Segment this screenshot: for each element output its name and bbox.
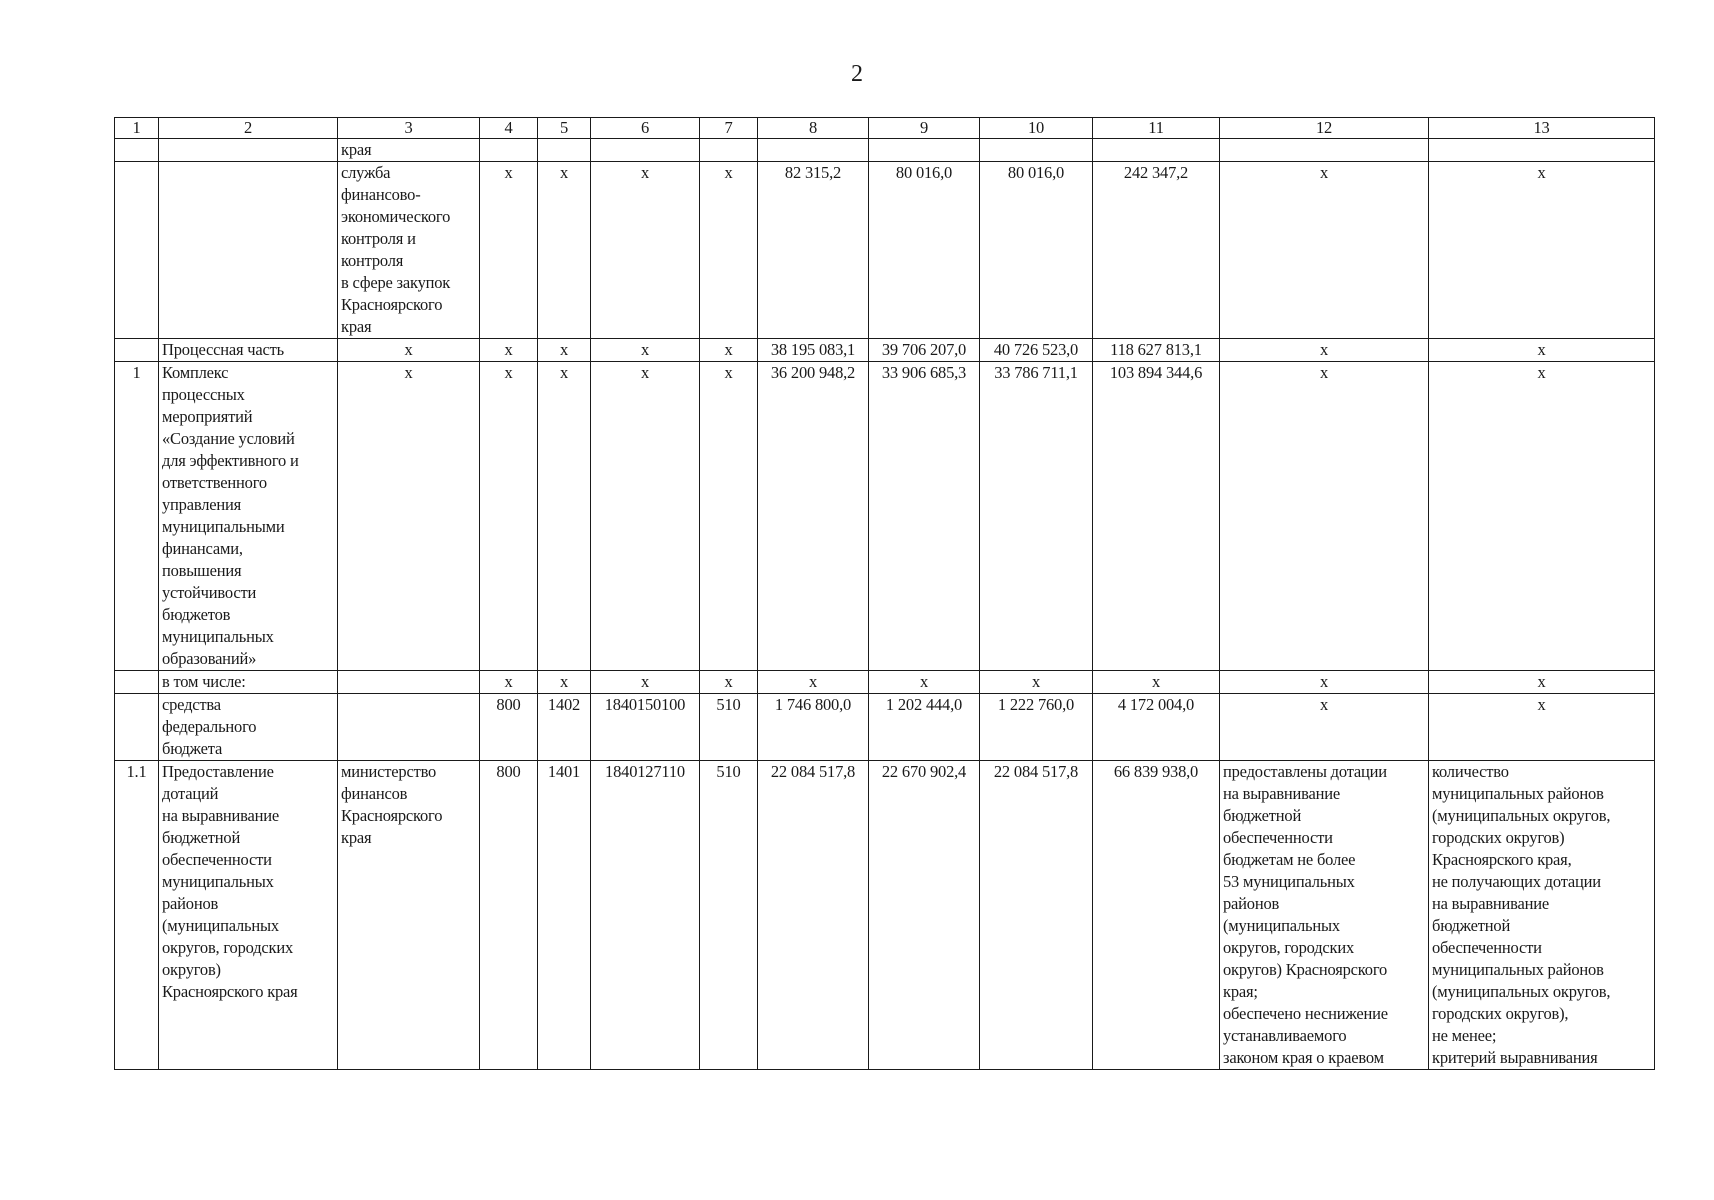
cell-y2026: x [869,671,980,694]
header-cell-3: 3 [338,118,480,139]
cell-csr: 1840150100 [591,694,700,761]
budget-table [114,117,1655,1070]
cell-y2027: 40 726 523,0 [980,339,1093,362]
cell-total: 103 894 344,6 [1093,362,1220,671]
header-cell-7: 7 [700,118,758,139]
cell-total [1093,139,1220,162]
cell-csr: x [591,362,700,671]
cell-y2025: 38 195 083,1 [758,339,869,362]
cell-result: x [1220,362,1429,671]
cell-grbs: x [480,362,538,671]
cell-y2027: 33 786 711,1 [980,362,1093,671]
cell-rzpr [538,139,591,162]
cell-indicator: x [1429,694,1655,761]
cell-num [115,339,159,362]
cell-y2025: 36 200 948,2 [758,362,869,671]
cell-vr [700,139,758,162]
cell-vr: 510 [700,694,758,761]
cell-num [115,162,159,339]
cell-result: x [1220,162,1429,339]
cell-grbs [480,139,538,162]
cell-grbs: x [480,339,538,362]
cell-y2027 [980,139,1093,162]
cell-y2027: 80 016,0 [980,162,1093,339]
header-cell-11: 11 [1093,118,1220,139]
header-cell-2: 2 [159,118,338,139]
cell-y2026 [869,139,980,162]
cell-name: в том числе: [159,671,338,694]
cell-y2026: 80 016,0 [869,162,980,339]
cell-vr: x [700,362,758,671]
cell-y2025: x [758,671,869,694]
cell-indicator: x [1429,162,1655,339]
header-cell-1: 1 [115,118,159,139]
cell-vr: x [700,671,758,694]
cell-grbs: 800 [480,694,538,761]
cell-num [115,671,159,694]
header-cell-5: 5 [538,118,591,139]
cell-total: 4 172 004,0 [1093,694,1220,761]
table-row [115,139,1655,162]
table-row [115,694,1655,761]
cell-total: 66 839 938,0 [1093,761,1220,1070]
cell-total: x [1093,671,1220,694]
cell-grbs: x [480,671,538,694]
cell-name: Процессная часть [159,339,338,362]
cell-executor: x [338,362,480,671]
cell-csr: x [591,671,700,694]
cell-csr: x [591,162,700,339]
cell-result: x [1220,694,1429,761]
cell-executor: края [338,139,480,162]
cell-num [115,694,159,761]
cell-y2026: 39 706 207,0 [869,339,980,362]
table-row [115,761,1655,1070]
cell-result: предоставлены дотации на выравнивание бюджетной обеспеченности бюджетам не более 53 муниципальных районов (муниципальных округов, городских округов) Красноярского края; обеспечено неснижение устанавливаемого законом края о краевом [1220,761,1429,1070]
header-cell-4: 4 [480,118,538,139]
cell-grbs: x [480,162,538,339]
cell-vr: 510 [700,761,758,1070]
cell-name: Предоставление дотаций на выравнивание бюджетной обеспеченности муниципальных районов (муниципальных округов, городских округов) Красноярского края [159,761,338,1070]
cell-num: 1 [115,362,159,671]
cell-y2025: 22 084 517,8 [758,761,869,1070]
cell-executor: служба финансово- экономического контроля и контроля в сфере закупок Красноярского края [338,162,480,339]
cell-result [1220,139,1429,162]
header-cell-9: 9 [869,118,980,139]
cell-y2027: 1 222 760,0 [980,694,1093,761]
cell-csr [591,139,700,162]
cell-name [159,139,338,162]
cell-name [159,162,338,339]
cell-vr: x [700,339,758,362]
header-cell-10: 10 [980,118,1093,139]
cell-total: 118 627 813,1 [1093,339,1220,362]
cell-y2026: 33 906 685,3 [869,362,980,671]
cell-csr: x [591,339,700,362]
cell-vr: x [700,162,758,339]
cell-y2026: 1 202 444,0 [869,694,980,761]
cell-y2027: x [980,671,1093,694]
table-row [115,671,1655,694]
cell-total: 242 347,2 [1093,162,1220,339]
table-header-row [115,118,1655,139]
cell-indicator: x [1429,339,1655,362]
cell-executor [338,694,480,761]
table-row [115,339,1655,362]
cell-rzpr: 1401 [538,761,591,1070]
cell-rzpr: x [538,362,591,671]
cell-indicator: количество муниципальных районов (муниципальных округов, городских округов) Красноярского края, не получающих дотации на выравнивание бюджетной обеспеченности муниципальных районов (муниципальных округов, городских округов), не менее; критерий выравнивания [1429,761,1655,1070]
cell-y2025: 82 315,2 [758,162,869,339]
header-cell-6: 6 [591,118,700,139]
cell-rzpr: x [538,162,591,339]
cell-num [115,139,159,162]
page-number: 2 [851,61,863,87]
cell-rzpr: x [538,339,591,362]
cell-executor: министерство финансов Красноярского края [338,761,480,1070]
header-cell-8: 8 [758,118,869,139]
cell-y2027: 22 084 517,8 [980,761,1093,1070]
cell-name: Комплекс процессных мероприятий «Создание условий для эффективного и ответственного управления муниципальными финансами, повышения устойчивости бюджетов муниципальных образований» [159,362,338,671]
cell-csr: 1840127110 [591,761,700,1070]
table-row [115,162,1655,339]
cell-rzpr: 1402 [538,694,591,761]
cell-indicator [1429,139,1655,162]
cell-executor [338,671,480,694]
cell-indicator: x [1429,362,1655,671]
cell-indicator: x [1429,671,1655,694]
cell-grbs: 800 [480,761,538,1070]
cell-num: 1.1 [115,761,159,1070]
header-cell-13: 13 [1429,118,1655,139]
cell-result: x [1220,339,1429,362]
cell-y2026: 22 670 902,4 [869,761,980,1070]
table-row [115,362,1655,671]
cell-rzpr: x [538,671,591,694]
cell-result: x [1220,671,1429,694]
cell-name: средства федерального бюджета [159,694,338,761]
cell-executor: x [338,339,480,362]
header-cell-12: 12 [1220,118,1429,139]
cell-y2025: 1 746 800,0 [758,694,869,761]
cell-y2025 [758,139,869,162]
